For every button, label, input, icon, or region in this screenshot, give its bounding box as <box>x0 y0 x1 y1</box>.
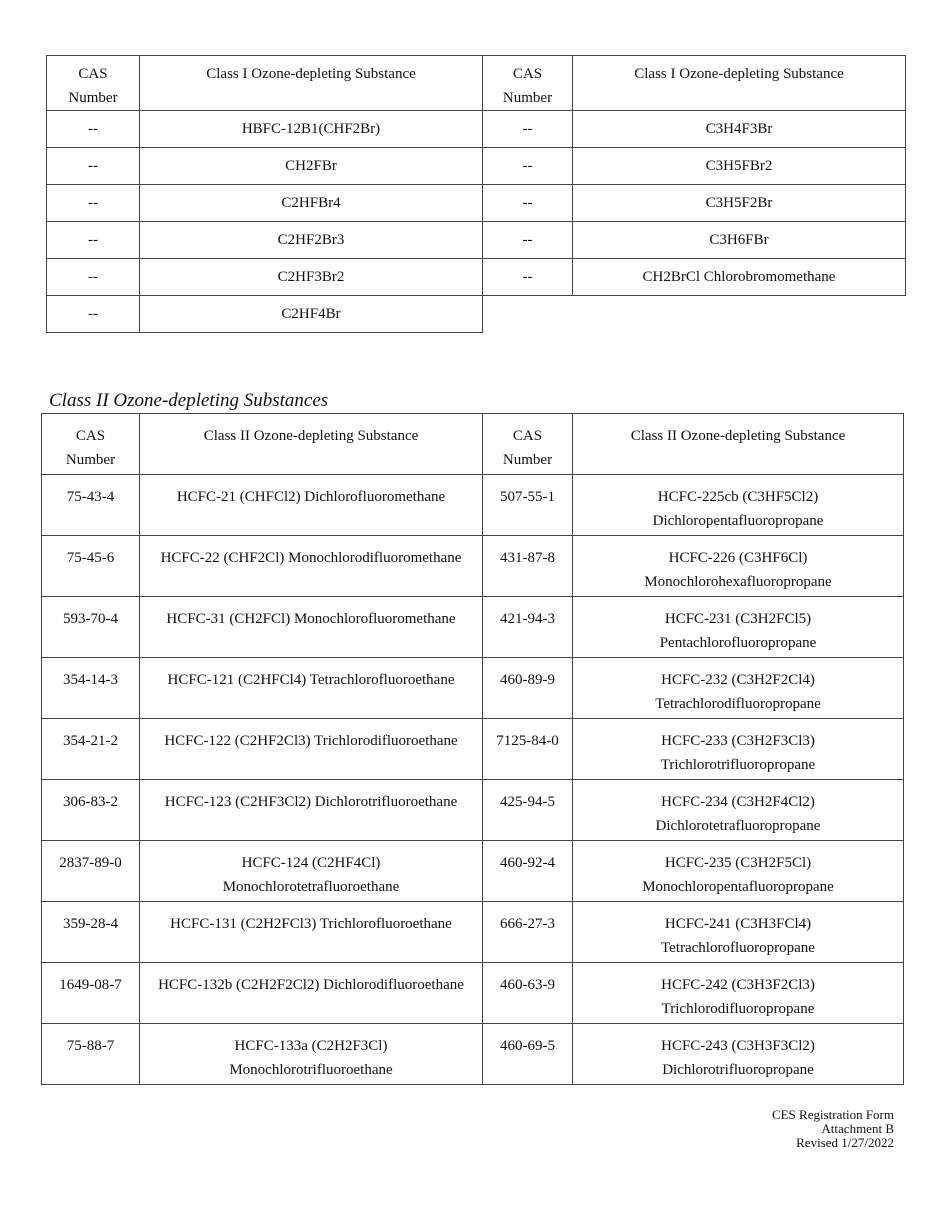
cas-number-cell: 306-83-2 <box>42 780 140 841</box>
substance-cell: C3H4F3Br <box>573 111 906 148</box>
substance-cell: HCFC-121 (C2HFCl4) Tetrachlorofluoroethane <box>140 658 483 719</box>
cas-number-header: CAS Number <box>42 414 140 475</box>
footer-attachment: Attachment B <box>821 1121 894 1136</box>
table-row <box>47 259 906 296</box>
table-row <box>47 185 906 222</box>
table-row <box>42 963 904 1024</box>
cas-number-cell: 1649-08-7 <box>42 963 140 1024</box>
page-footer <box>772 1108 894 1150</box>
cas-number-cell: -- <box>483 185 573 222</box>
table-row <box>42 719 904 780</box>
substance-cell: HCFC-123 (C2HF3Cl2) Dichlorotrifluoroethane <box>140 780 483 841</box>
substance-cell: HCFC-226 (C3HF6Cl) Monochlorohexafluoropropane <box>573 536 904 597</box>
section-title: Class II Ozone-depleting Substances <box>49 390 329 411</box>
cas-number-cell: -- <box>483 148 573 185</box>
cas-number-cell: 359-28-4 <box>42 902 140 963</box>
substance-cell: HCFC-133a (C2H2F3Cl) Monochlorotrifluoroethane <box>140 1024 483 1085</box>
cas-number-cell: -- <box>47 185 140 222</box>
cas-number-cell: 354-21-2 <box>42 719 140 780</box>
substance-cell: HCFC-243 (C3H3F3Cl2) Dichlorotrifluoropropane <box>573 1024 904 1085</box>
table-row <box>42 780 904 841</box>
substance-cell: C3H6FBr <box>573 222 906 259</box>
substance-cell: HBFC-12B1(CHF2Br) <box>140 111 483 148</box>
table-row <box>42 536 904 597</box>
substance-cell: HCFC-22 (CHF2Cl) Monochlorodifluoromethane <box>140 536 483 597</box>
cas-number-cell: 425-94-5 <box>483 780 573 841</box>
substance-cell: HCFC-235 (C3H2F5Cl) Monochloropentafluoropropane <box>573 841 904 902</box>
cas-number-cell: 507-55-1 <box>483 475 573 536</box>
substance-cell: HCFC-225cb (C3HF5Cl2) Dichloropentafluoropropane <box>573 475 904 536</box>
cas-number-cell: 460-89-9 <box>483 658 573 719</box>
substance-cell: HCFC-231 (C3H2FCl5) Pentachlorofluoropropane <box>573 597 904 658</box>
substance-header: Class II Ozone-depleting Substance <box>573 414 904 475</box>
table-row <box>47 148 906 185</box>
substance-cell: HCFC-132b (C2H2F2Cl2) Dichlorodifluoroethane <box>140 963 483 1024</box>
substance-cell: HCFC-232 (C3H2F2Cl4) Tetrachlorodifluoropropane <box>573 658 904 719</box>
cas-number-cell: 460-69-5 <box>483 1024 573 1085</box>
substance-cell: C3H5F2Br <box>573 185 906 222</box>
cas-number-header: CAS Number <box>47 56 140 111</box>
table-row <box>47 111 906 148</box>
table-header-row <box>47 56 906 111</box>
table-row <box>42 902 904 963</box>
table-header-row <box>42 414 904 475</box>
footer-form-name: CES Registration Form <box>771 1107 894 1122</box>
cas-number-cell: 2837-89-0 <box>42 841 140 902</box>
substance-cell: CH2BrCl Chlorobromomethane <box>573 259 906 296</box>
cas-number-cell: 354-14-3 <box>42 658 140 719</box>
table-row <box>47 296 906 333</box>
cas-number-cell: -- <box>483 222 573 259</box>
cas-number-cell: 460-92-4 <box>483 841 573 902</box>
empty-cell <box>483 296 573 333</box>
cas-number-header: CAS Number <box>483 56 573 111</box>
substance-header: Class I Ozone-depleting Substance <box>573 56 906 111</box>
cas-number-cell: 75-88-7 <box>42 1024 140 1085</box>
cas-number-cell: 593-70-4 <box>42 597 140 658</box>
substance-header: Class II Ozone-depleting Substance <box>140 414 483 475</box>
table-row <box>42 597 904 658</box>
cas-number-cell: 666-27-3 <box>483 902 573 963</box>
class-ii-substances-table <box>41 413 904 1085</box>
table-row <box>42 1024 904 1085</box>
table-row <box>42 841 904 902</box>
substance-cell: HCFC-122 (C2HF2Cl3) Trichlorodifluoroethane <box>140 719 483 780</box>
substance-header: Class I Ozone-depleting Substance <box>140 56 483 111</box>
substance-cell: CH2FBr <box>140 148 483 185</box>
empty-cell <box>573 296 906 333</box>
substance-cell: HCFC-31 (CH2FCl) Monochlorofluoromethane <box>140 597 483 658</box>
cas-number-cell: -- <box>47 259 140 296</box>
cas-number-cell: 460-63-9 <box>483 963 573 1024</box>
cas-number-header: CAS Number <box>483 414 573 475</box>
table-row <box>42 475 904 536</box>
cas-number-cell: -- <box>47 111 140 148</box>
substance-cell: HCFC-234 (C3H2F4Cl2) Dichlorotetrafluoropropane <box>573 780 904 841</box>
substance-cell: HCFC-233 (C3H2F3Cl3) Trichlorotrifluoropropane <box>573 719 904 780</box>
cas-number-cell: 421-94-3 <box>483 597 573 658</box>
footer-revision-date: Revised 1/27/2022 <box>796 1135 894 1150</box>
cas-number-cell: -- <box>483 111 573 148</box>
cas-number-cell: 75-45-6 <box>42 536 140 597</box>
cas-number-cell: -- <box>483 259 573 296</box>
class-i-substances-table <box>46 55 906 333</box>
substance-cell: C3H5FBr2 <box>573 148 906 185</box>
substance-cell: C2HFBr4 <box>140 185 483 222</box>
cas-number-cell: -- <box>47 296 140 333</box>
cas-number-cell: 7125-84-0 <box>483 719 573 780</box>
table-row <box>42 658 904 719</box>
cas-number-cell: 75-43-4 <box>42 475 140 536</box>
cas-number-cell: 431-87-8 <box>483 536 573 597</box>
substance-cell: C2HF2Br3 <box>140 222 483 259</box>
substance-cell: HCFC-124 (C2HF4Cl) Monochlorotetrafluoroethane <box>140 841 483 902</box>
substance-cell: HCFC-131 (C2H2FCl3) Trichlorofluoroethane <box>140 902 483 963</box>
cas-number-cell: -- <box>47 148 140 185</box>
substance-cell: HCFC-241 (C3H3FCl4) Tetrachlorofluoropropane <box>573 902 904 963</box>
substance-cell: C2HF3Br2 <box>140 259 483 296</box>
table-row <box>47 222 906 259</box>
cas-number-cell: -- <box>47 222 140 259</box>
substance-cell: C2HF4Br <box>140 296 483 333</box>
substance-cell: HCFC-242 (C3H3F2Cl3) Trichlorodifluoropropane <box>573 963 904 1024</box>
substance-cell: HCFC-21 (CHFCl2) Dichlorofluoromethane <box>140 475 483 536</box>
